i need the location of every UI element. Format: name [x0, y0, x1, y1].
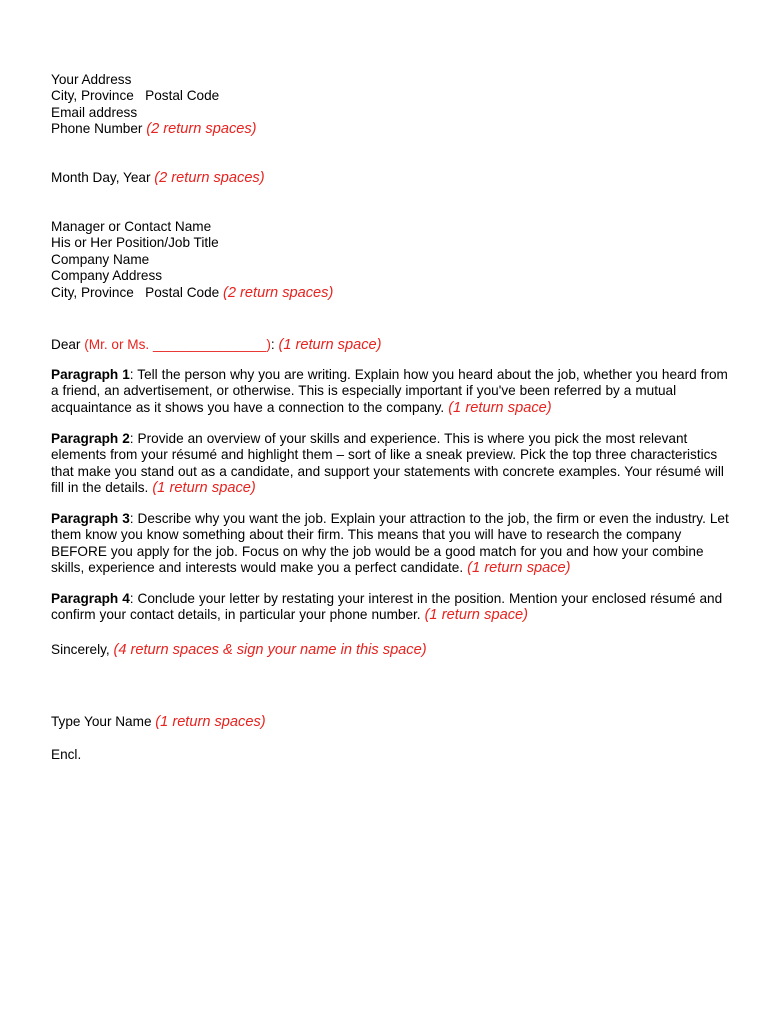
salutation-colon: : — [270, 337, 275, 352]
paragraph-4-text: : Conclude your letter by restating your interest in the position. Mention your enclosed résumé and confirm your contact details, in particular your phone number. — [51, 591, 723, 623]
closing-block — [51, 642, 731, 658]
paragraph-3-label: Paragraph 3 — [51, 511, 130, 526]
recipient-city-line: City, Province Postal Code — [51, 284, 220, 300]
closing-text: Sincerely, — [51, 642, 110, 657]
sender-phone-line — [51, 121, 731, 137]
paragraph-2-text: : Provide an overview of your skills and experience. This is where you pick the most relevant elements from your résumé and highlight them – sort of like a sneak preview. Pick the top three characteristics that make you stand out as a candidate, and support your statements with concrete examples. Your résumé will fill in the details. — [51, 431, 724, 496]
date-note: (2 return spaces) — [154, 170, 265, 186]
paragraph-3-text: : Describe why you want the job. Explain your attraction to the job, the firm or even the industry. Let them know you know something about their firm. This means that you will have to research the company BEFORE you apply for the job. Focus on why the job would be a good match for you and how your combine skills, experience and interests would make you a perfect candidate. — [51, 511, 729, 576]
signature-line — [51, 714, 731, 730]
recipient-city-line-wrap — [51, 285, 731, 301]
recipient-note: (2 return spaces) — [223, 284, 334, 301]
recipient-name: Manager or Contact Name — [51, 219, 212, 234]
salutation-line — [51, 337, 731, 353]
paragraph-1-label: Paragraph 1 — [51, 367, 130, 382]
paragraph-3 — [51, 511, 731, 577]
paragraph-1-text: : Tell the person why you are writing. Explain how you heard about the job, whether you heard from a friend, an advertisement, or otherwise. This is especially important if you've been referred by a mutual acquaintance as it shows you have a connection to the company. — [51, 367, 728, 415]
recipient-block — [51, 219, 731, 301]
date-line — [51, 170, 731, 186]
paragraph-4 — [51, 591, 731, 624]
signature-block — [51, 714, 731, 730]
date-text: Month Day, Year — [51, 170, 151, 185]
paragraph-1 — [51, 367, 731, 416]
recipient-company: Company Name — [51, 251, 150, 267]
paragraph-2 — [51, 431, 731, 497]
signature-text: Type Your Name — [51, 714, 152, 729]
date-block — [51, 170, 731, 186]
sender-phone-note: (2 return spaces) — [146, 121, 257, 138]
enclosure-block — [51, 747, 731, 763]
salutation-dear: Dear — [51, 337, 81, 352]
sender-city-line: City, Province Postal Code — [51, 88, 220, 104]
salutation-name-placeholder: (Mr. or Ms. _______________) — [84, 337, 271, 352]
sender-email: Email address — [51, 104, 138, 120]
salutation-block — [51, 337, 731, 353]
paragraph-4-note: (1 return space) — [424, 607, 528, 624]
signature-note: (1 return spaces) — [155, 714, 266, 730]
recipient-position: His or Her Position/Job Title — [51, 235, 219, 251]
paragraph-2-label: Paragraph 2 — [51, 431, 130, 446]
sender-block — [51, 72, 731, 138]
closing-line — [51, 642, 731, 658]
paragraph-1-note: (1 return space) — [448, 399, 552, 416]
sender-phone: Phone Number — [51, 121, 143, 137]
paragraph-4-label: Paragraph 4 — [51, 591, 130, 606]
recipient-company-address: Company Address — [51, 268, 163, 284]
salutation-note: (1 return space) — [278, 337, 382, 353]
sender-address: Your Address — [51, 72, 132, 87]
paragraph-2-note: (1 return space) — [152, 480, 256, 497]
enclosure-text: Encl. — [51, 747, 82, 762]
closing-note: (4 return spaces & sign your name in this space) — [113, 642, 427, 658]
paragraph-3-note: (1 return space) — [467, 560, 571, 577]
